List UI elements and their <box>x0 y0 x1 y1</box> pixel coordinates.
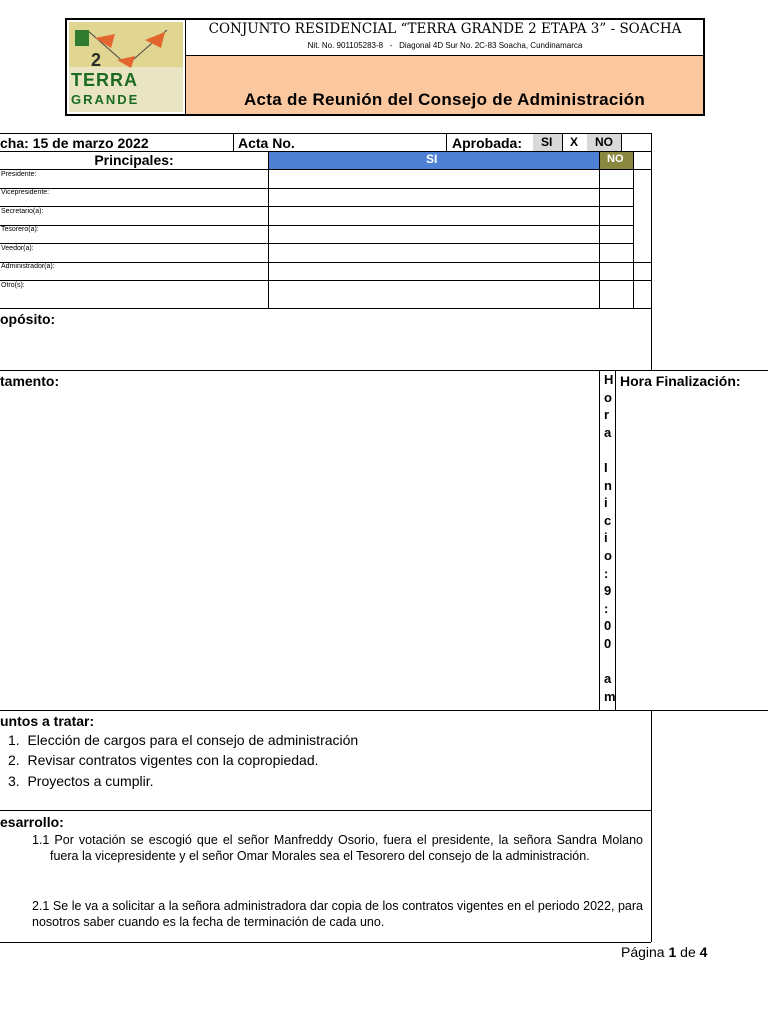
logo <box>67 20 185 114</box>
header-subtitle: Nit. No. 901105283-8 - Diagonal 4D Sur No. 2C-83 Soacha, Cundinamarca <box>307 41 583 50</box>
role-veedor: Veedor(a): <box>1 245 34 252</box>
hora-inicio-char: I <box>604 460 608 475</box>
hora-inicio-char: 9 <box>604 583 612 599</box>
hora-inicio-char: H <box>604 372 614 387</box>
role-tesorero: Tesorero(a): <box>1 226 39 233</box>
hora-inicio-char: n <box>604 477 612 493</box>
logo-word-grande: GRANDE <box>71 92 140 107</box>
role-administrador: Administrador(a): <box>1 263 55 270</box>
punto-2: 2. Revisar contratos vigentes con la copropiedad. <box>8 752 319 768</box>
role-vicepresidente: Vicepresidente: <box>1 189 50 196</box>
hora-inicio-char: 0 <box>604 618 612 634</box>
hora-inicio-char: o <box>604 548 612 563</box>
punto-3: 3. Proyectos a cumplir. <box>8 773 154 789</box>
de-label: de <box>680 944 696 960</box>
hora-inicio-char: r <box>604 407 610 423</box>
header-title: CONJUNTO RESIDENCIAL “TERRA GRANDE 2 ETAPA 3” - SOACHA <box>208 21 682 37</box>
hora-inicio-char: a <box>604 424 612 440</box>
desarrollo-p1: 1.1 Por votación se escogió que el señor Manfreddy Osorio, fuera el presidente, la señora Sandra Molano fuera la vicepresidente y el señor Omar Morales sea el Tesorero del consejo de la administración. <box>32 833 643 863</box>
hora-inicio-char: c <box>604 512 612 528</box>
aprobada-no: NO <box>595 135 613 149</box>
punto-1: 1. Elección de cargos para el consejo de administración <box>8 732 359 748</box>
page-number: 1 <box>668 944 677 960</box>
hora-inicio-char: a <box>604 671 612 687</box>
role-presidente: Presidente: <box>1 171 37 178</box>
desarrollo-p2: 2.1 Se le va a solicitar a la señora administradora dar copia de los contratos vigentes en el periodo 2022, para nosotros saber cuando es la fecha de terminación de cada uno. <box>32 899 643 929</box>
hora-inicio-char: i <box>604 495 608 511</box>
hora-inicio-char: : <box>604 565 609 581</box>
aprobada-label: Aprobada: <box>452 135 522 151</box>
pagina-label: Página <box>621 944 665 960</box>
role-secretario: Secretario(a): <box>1 208 44 215</box>
hora-finalizacion-label: Hora Finalización: <box>620 373 741 389</box>
hora-inicio-char: : <box>604 600 609 616</box>
desarrollo-label: esarrollo: <box>0 814 64 830</box>
logo-word-terra: TERRA <box>71 70 138 90</box>
role-otro: Otro(s): <box>1 282 25 289</box>
acta-no-label: Acta No. <box>238 135 295 151</box>
no-header: NO <box>607 153 624 165</box>
hora-inicio-char: o <box>604 389 612 405</box>
page-footer <box>621 944 707 960</box>
aprobada-x: X <box>570 135 579 149</box>
puntos-label: untos a tratar: <box>0 713 95 729</box>
hora-inicio-char: m <box>604 688 616 704</box>
hora-inicio-char: 0 <box>604 636 612 651</box>
principales-label: Principales: <box>94 152 174 168</box>
hora-inicio-char: i <box>604 530 608 546</box>
si-header: SI <box>426 152 438 166</box>
tratamento-label: tamento: <box>0 373 60 389</box>
aprobada-si: SI <box>541 135 553 149</box>
fecha-field: cha: 15 de marzo 2022 <box>0 135 149 151</box>
page-total: 4 <box>699 944 708 960</box>
logo-number: 2 <box>91 50 102 70</box>
doc-title: Acta de Reunión del Consejo de Administración <box>243 90 646 109</box>
proposito-label: opósito: <box>0 311 56 327</box>
